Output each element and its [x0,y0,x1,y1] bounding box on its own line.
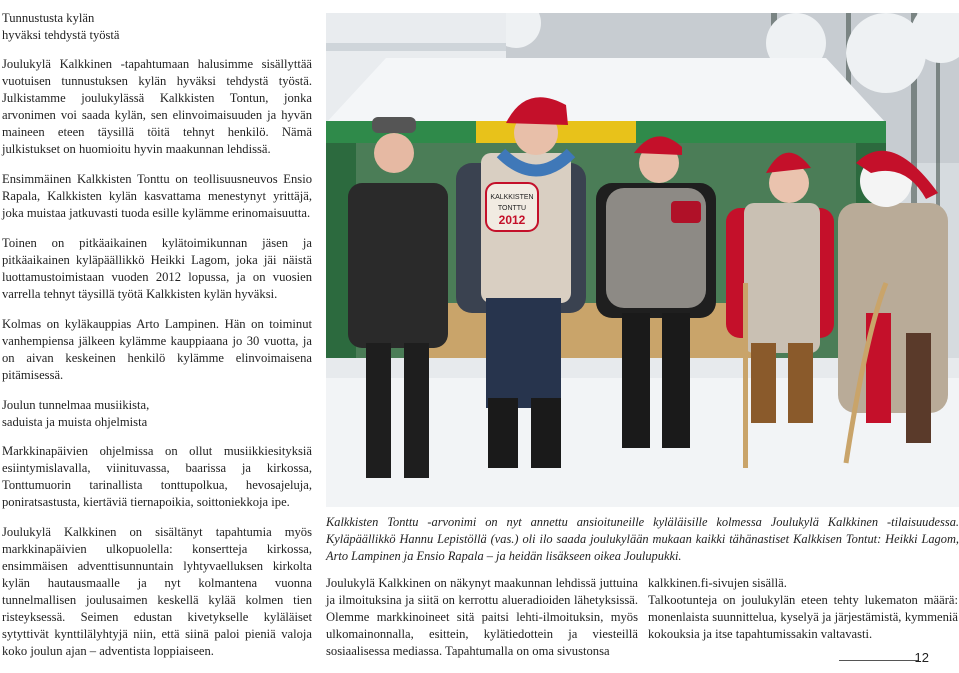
page-number-rule [839,660,919,661]
page-number: 12 [914,650,929,665]
page-number-area [839,652,959,666]
sign-line-2: TONTTU [497,205,527,212]
group-photo [326,13,959,507]
left-text-column [2,10,312,673]
paragraph-market-programs: Markkinapäivien ohjelmissa on ollut musiikkiesityksiä esiintymislavalla, viinituvassa, baarissa ja kirkossa, Tonttumuorin tarinallista tonttupolkua, hevosajeluja, poniratsastusta, kiertäviä tiernapoikia, soittoniekkoja ipe. [2,444,312,509]
paragraph-third-tonttu: Kolmas on kyläkauppias Arto Lampinen. Hän on toiminut vanhempiensa jälkeen kylämme kauppiaana jo 30 vuotta, ja on aivan keskeinen henkilö kylämme elinvoimaisena pitämisessä. [2,317,312,382]
paragraph-volunteer-hours: Talkootunteja on joulukylän eteen tehty lukematon määrä: monenlaista suunnittelua, kyselyä ja järjestämistä, kymmeniä kokouksia ja itse tapahtumissakin valtavasti. [648,593,958,641]
paragraph-other-events: Joulukylä Kalkkinen on sisältänyt tapahtumia myös markkinapäivien ulkopuolella: konsertteja kirkossa, ensimmäisen adventtisunnuntain lyhtyvaelluksen kirkolta kylän hautausmaalle ja nyt kolmantena vuonna tunnelmallisen joulusaimen keskellä kylää kolmen tien risteyksessä. Seimen edustan kivetykselle kyläläiset sytyttivät kynttilälyhtyjä niin, että siinä paloi pieniä valoja koko joulun ajan – adventista loppiaiseen. [2,525,312,658]
right-text-column [648,575,958,643]
paragraph-first-tonttu: Ensimmäinen Kalkkisten Tonttu on teollisuusneuvos Ensio Rapala, Kalkkisten kylän kasvattama menestynyt yrittäjä, joka muistaa jatkuvasti tuoda esille kylämme erinomaisuutta. [2,172,312,220]
middle-text-column [326,575,638,660]
heading-christmas-atmosphere: Joulun tunnelmaa musiikista, saduista ja muista ohjelmista [2,398,150,429]
paragraph-media: Joulukylä Kalkkinen on näkynyt maakunnan lehdissä juttuina ja ilmoituksina ja siitä on kerrottu alueradioiden lähetyksissä. Olemme markkinoineet sitä paitsi lehti-ilmoituksin, myös ulkomainonnalla, esittein, kylätiedottein ja viesteillä sosiaalisessa mediassa. Tapahtumalla on oma sivustonsa [326,576,638,658]
paragraph-second-tonttu: Toinen on pitkäaikainen kylätoimikunnan jäsen ja pitkäaikainen kyläpäällikkö Heikki Lagom, joka jäi näistä luottamustoimistaan vuoden 2012 lopussa, ja on vuosien varrella tehnyt täysillä työtä Kalkkisten kylän hyväksi. [2,236,312,301]
sign-line-3: 2012 [498,213,526,227]
paragraph-website: kalkkinen.fi-sivujen sisällä. [648,576,787,590]
photo-illustration [326,13,959,507]
photo-caption: Kalkkisten Tonttu -arvonimi on nyt annettu ansioituneille kyläläisille kolmessa Joulukylä Kalkkinen -tilaisuudessa. Kyläpäällikkö Hannu Lepistöllä (vas.) oli ilo saada joulukylään mukaan kaikki tähänastiset Kalkkisen Tontut: Heikki Lagom, Arto Lampinen ja Ensio Rapala – ja heidän lisäkseen oikea Joulupukki. [326,515,959,563]
paragraph-intro: Joulukylä Kalkkinen -tapahtumaan halusimme sisällyttää vuotuisen tunnustuksen kylän hyväksi tehdystä työstä. Julkistamme joulukylässä Kalkkisten Tontun, jonka arvonimen voi saada kylän, sen elinvoimaisuuden ja hyvän maineen eteen täysillä töitä tehnyt henkilö. Nämä julkistukset on huomioitu hyvin maakunnan lehdissä. [2,57,312,156]
sign-line-1: KALKKISTEN [490,194,534,201]
heading-recognition: Tunnustusta kylän hyväksi tehdystä työstä [2,11,120,42]
